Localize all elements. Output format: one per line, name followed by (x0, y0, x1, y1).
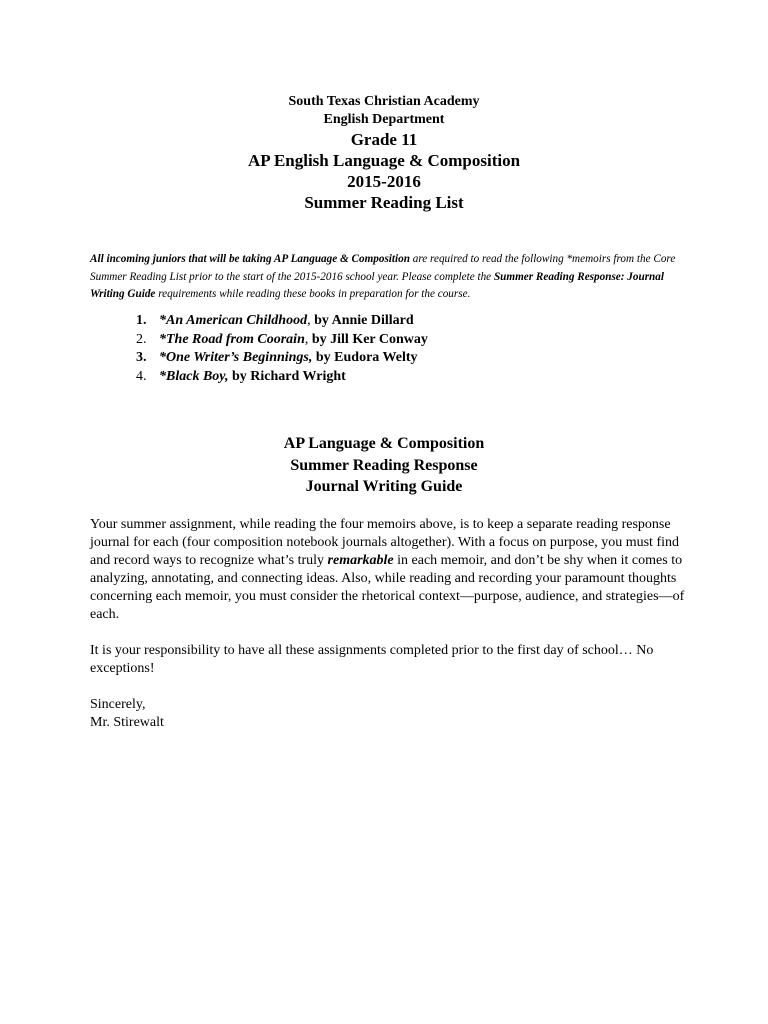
closing: Sincerely, (90, 697, 146, 712)
school-year: 2015-2016 (347, 172, 421, 191)
book-title: *Black Boy, (159, 368, 229, 384)
book-item (136, 331, 428, 350)
guide-heading (0, 433, 768, 498)
guide-heading-line-1: AP Language & Composition (283, 435, 485, 452)
book-title: *One Writer’s Beginnings, (159, 350, 313, 365)
book-separator: , (304, 331, 309, 347)
book-title: *An American Childhood (159, 313, 308, 328)
book-number: 3. (136, 350, 147, 365)
assignment-text-a: Your summer assignment, while reading the four memoirs above, is to keep a separate reading response journal for each (four composition notebook journals altogether). With a focus on purpose, you must find and record ways to recognize what’s truly (90, 517, 679, 568)
intro-text-2: requirements while reading these books in preparation for the course. (155, 288, 471, 300)
body-text (90, 516, 685, 732)
book-list (136, 312, 428, 386)
signature: Mr. Stirewalt (90, 715, 164, 730)
assignment-text-b: in each memoir, and don’t be shy when it comes to analyzing, annotating, and connecting ideas. Also, while reading and recording your paramount thoughts concerning each memoir, you must consider the rhetorical context—purpose, audience, and strategies—of each. (90, 553, 685, 622)
book-author: by Annie Dillard (310, 313, 414, 328)
book-author: by Jill Ker Conway (308, 331, 428, 347)
list-title: Summer Reading List (304, 193, 464, 212)
assignment-emphasis: remarkable (327, 553, 394, 568)
course-title: AP English Language & Composition (247, 151, 521, 170)
book-number: 1. (136, 313, 147, 328)
grade-level: Grade 11 (350, 130, 418, 149)
book-number: 2. (136, 331, 147, 347)
responsibility-paragraph: It is your responsibility to have all these assignments completed prior to the first day of school… No exceptions! (90, 643, 654, 676)
book-item (136, 349, 428, 368)
assignment-paragraph (90, 516, 685, 624)
book-author: by Eudora Welty (312, 350, 418, 365)
intro-paragraph (90, 251, 680, 304)
signoff (90, 696, 685, 732)
intro-text-1: are required to read the following *memoirs from the Core Summer Reading List prior to the start of the 2015-2016 school year. Please complete the (90, 253, 676, 283)
book-item (136, 312, 428, 331)
book-item (136, 368, 428, 387)
department-name: English Department (323, 112, 445, 127)
book-separator: , (307, 313, 311, 328)
intro-bold-guide: Summer Reading Response: Journal Writing Guide (90, 270, 664, 300)
guide-heading-line-2: Summer Reading Response (290, 456, 478, 474)
book-title: *The Road from Coorain (159, 331, 305, 347)
book-number: 4. (136, 368, 147, 384)
document-header (0, 93, 768, 213)
guide-heading-line-3: Journal Writing Guide (305, 478, 463, 495)
school-name: South Texas Christian Academy (288, 94, 480, 109)
intro-bold-lead: All incoming juniors that will be taking AP Language & Composition (90, 253, 410, 265)
book-author: by Richard Wright (228, 368, 346, 384)
